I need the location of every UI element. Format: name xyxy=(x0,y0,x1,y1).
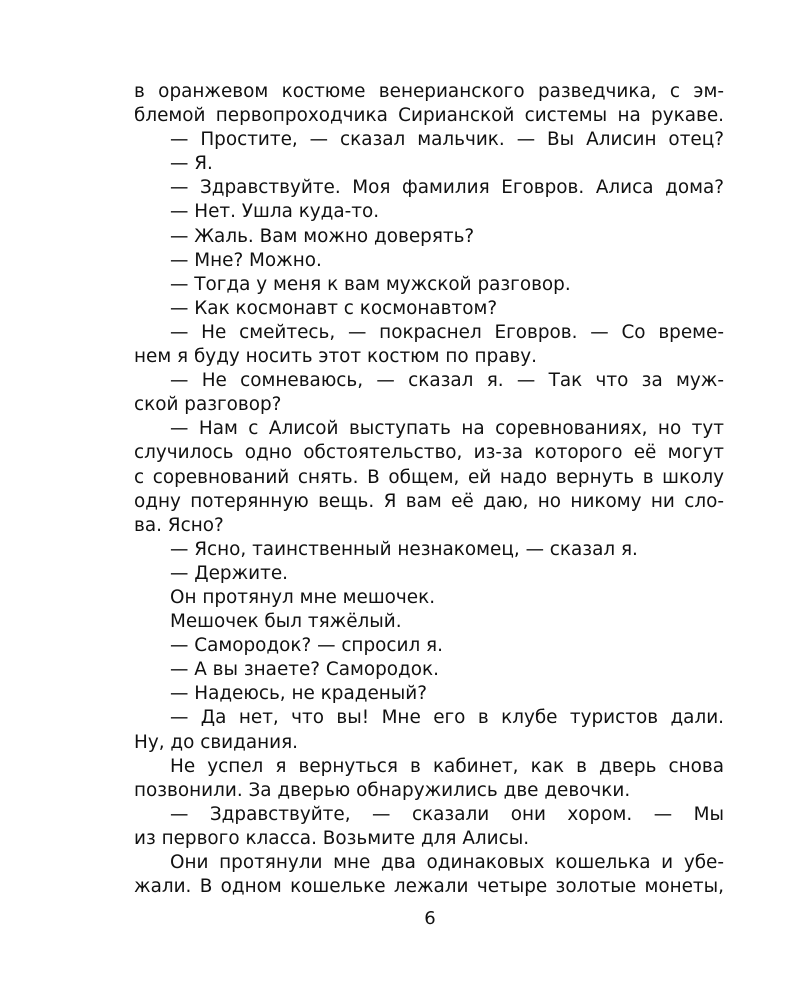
text-line: — Нет. Ушла куда-то. xyxy=(170,201,380,223)
text-line: — Ясно, таинственный незнакомец, — сказал я. xyxy=(170,538,638,560)
text-line: — Нам с Алисой выступать на соревнованиях, но тут xyxy=(170,418,724,440)
text-line: — Не смейтесь, — покраснел Еговров. — Со време- xyxy=(170,321,724,343)
text-line: — А вы знаете? Самородок. xyxy=(170,659,439,681)
text-line: — Надеюсь, не краденый? xyxy=(170,683,428,705)
text-line: нем я буду носить этот костюм по праву. xyxy=(134,346,538,368)
text-line: — Жаль. Вам можно доверять? xyxy=(170,225,475,247)
text-line: одну потерянную вещь. Я вам её даю, но никому ни сло- xyxy=(134,490,724,512)
text-line: — Здравствуйте. Моя фамилия Еговров. Алиса дома? xyxy=(170,177,724,199)
text-line: Ну, до свидания. xyxy=(134,731,298,753)
text-line: — Как космонавт с космонавтом? xyxy=(170,297,498,319)
text-line: Они протянули мне два одинаковых кошелька и убе- xyxy=(170,852,724,873)
text-line: — Да нет, что вы! Мне его в клубе туристов дали. xyxy=(170,707,724,729)
text-line: блемой первопроходчика Сирианской системы на рукаве. xyxy=(134,105,724,127)
text-line: — Не сомневаюсь, — сказал я. — Так что за муж- xyxy=(170,370,724,392)
body-text xyxy=(134,80,724,899)
text-line: — Тогда у меня к вам мужской разговор. xyxy=(170,273,571,295)
text-line: Не успел я вернуться в кабинет, как в дверь снова xyxy=(170,755,724,777)
text-line: случилось одно обстоятельство, из-за которого её могут xyxy=(134,442,724,464)
text-line: ва. Ясно? xyxy=(134,514,224,536)
text-line: — Простите, — сказал мальчик. — Вы Алисин отец? xyxy=(170,129,724,151)
text-line: в оранжевом костюме венерианского разведчика, с эм- xyxy=(134,81,724,102)
text-line: с соревнований снять. В общем, ей надо вернуть в школу xyxy=(134,466,724,488)
text-line: ской разговор? xyxy=(134,394,282,416)
text-line: — Держите. xyxy=(170,562,288,584)
page-number: 6 xyxy=(424,908,436,929)
text-line: Он протянул мне мешочек. xyxy=(170,586,436,608)
text-line: — Самородок? — спросил я. xyxy=(170,635,443,657)
text-line: — Я. xyxy=(170,153,213,175)
text-line: — Мне? Можно. xyxy=(170,249,322,271)
text-line: позвонили. За дверью обнаружились две девочки. xyxy=(134,779,631,801)
text-line: жали. В одном кошельке лежали четыре золотые монеты, xyxy=(134,876,724,898)
text-line: из первого класса. Возьмите для Алисы. xyxy=(134,827,530,849)
text-line: Мешочек был тяжёлый. xyxy=(170,611,402,633)
text-line: — Здравствуйте, — сказали они хором. — Мы xyxy=(170,803,724,825)
